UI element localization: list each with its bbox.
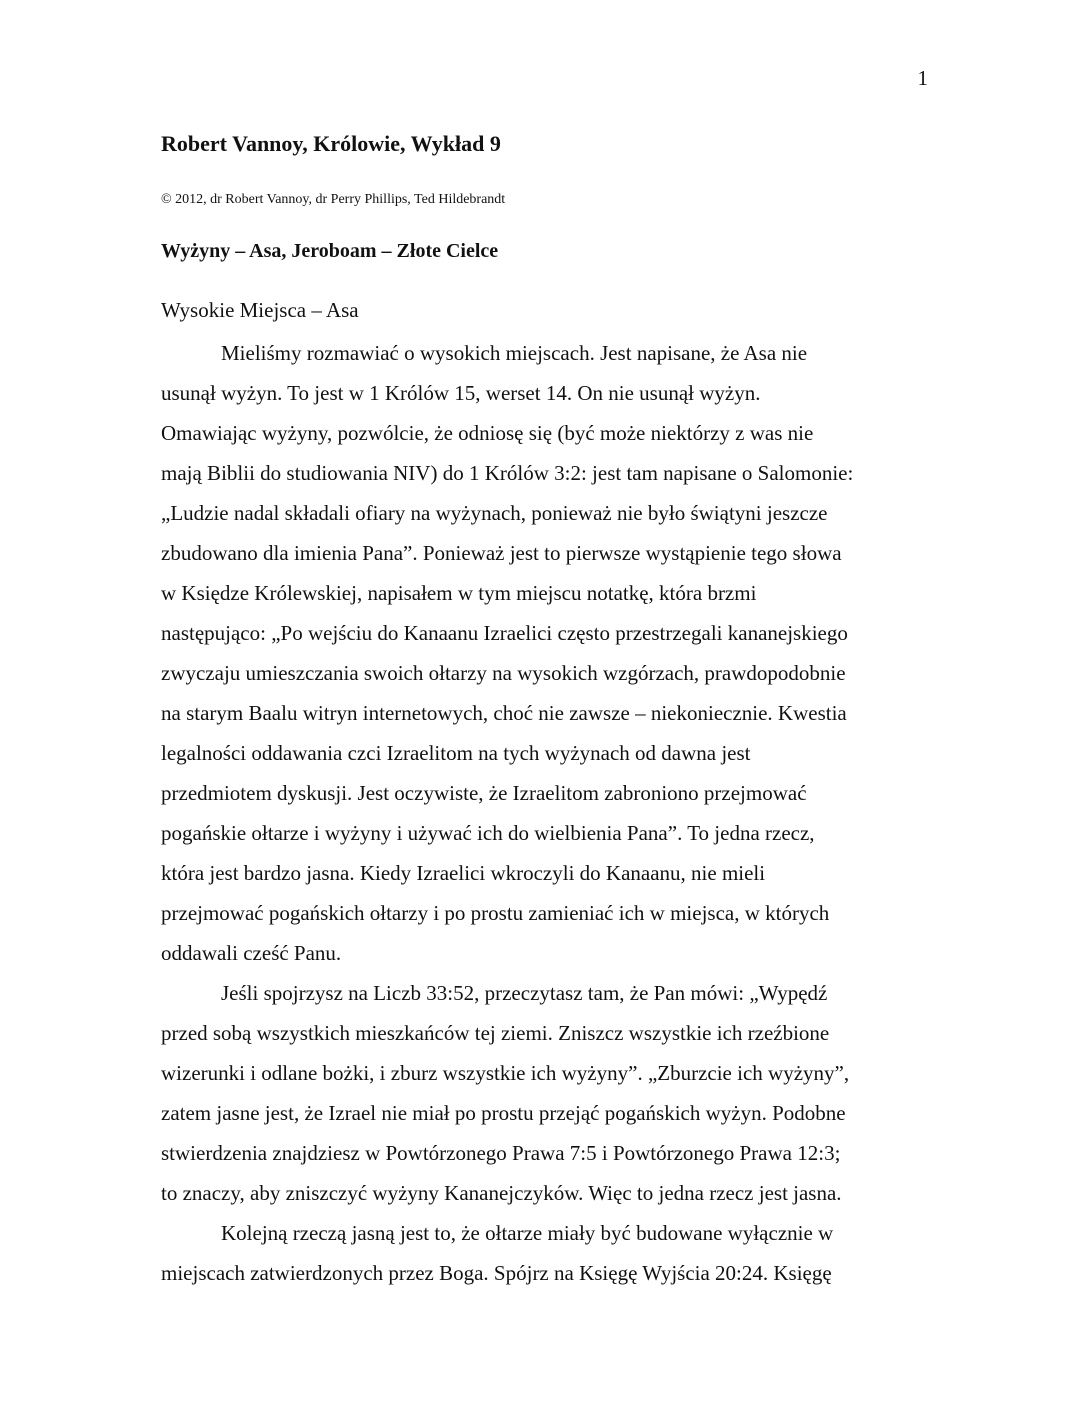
paragraph-line: Jeśli spojrzysz na Liczb 33:52, przeczytasz tam, że Pan mówi: „Wypędź	[221, 981, 828, 1005]
paragraph-line: oddawali cześć Panu.	[161, 941, 342, 965]
paragraph-line: Omawiając wyżyny, pozwólcie, że odniosę się (być może niektórzy z was nie	[161, 421, 814, 445]
paragraph-line: wizerunki i odlane bożki, i zburz wszystkie ich wyżyny”. „Zburzcie ich wyżyny”,	[161, 1061, 850, 1085]
paragraph-line: „Ludzie nadal składali ofiary na wyżynach, ponieważ nie było świątyni jeszcze	[161, 501, 828, 525]
subheading: Wysokie Miejsca – Asa	[161, 298, 359, 322]
paragraph-line: która jest bardzo jasna. Kiedy Izraelici wkroczyli do Kanaanu, nie mieli	[161, 861, 766, 885]
paragraph-line: stwierdzenia znajdziesz w Powtórzonego Prawa 7:5 i Powtórzonego Prawa 12:3;	[161, 1141, 841, 1165]
paragraph-line: usunął wyżyn. To jest w 1 Królów 15, werset 14. On nie usunął wyżyn.	[161, 381, 761, 405]
paragraph-line: Kolejną rzeczą jasną jest to, że ołtarze miały być budowane wyłącznie w	[221, 1221, 834, 1245]
paragraph-line: to znaczy, aby zniszczyć wyżyny Kananejczyków. Więc to jedna rzecz jest jasna.	[161, 1181, 842, 1205]
paragraph-line: przejmować pogańskich ołtarzy i po prostu zamieniać ich w miejsca, w których	[161, 901, 830, 925]
paragraph-line: zatem jasne jest, że Izrael nie miał po prostu przejąć pogańskich wyżyn. Podobne	[161, 1101, 846, 1125]
body-text	[161, 333, 921, 1293]
paragraph-line: w Księdze Królewskiej, napisałem w tym miejscu notatkę, która brzmi	[161, 581, 757, 605]
copyright-line: © 2012, dr Robert Vannoy, dr Perry Phillips, Ted Hildebrandt	[161, 192, 506, 207]
paragraph-line: legalności oddawania czci Izraelitom na tych wyżynach od dawna jest	[161, 741, 751, 765]
page-number: 1	[917, 66, 928, 90]
section-heading: Wyżyny – Asa, Jeroboam – Złote Cielce	[161, 240, 499, 262]
paragraph-line: przed sobą wszystkich mieszkańców tej ziemi. Zniszcz wszystkie ich rzeźbione	[161, 1021, 830, 1045]
paragraph-line: zwyczaju umieszczania swoich ołtarzy na wysokich wzgórzach, prawdopodobnie	[161, 661, 846, 685]
paragraph-line: przedmiotem dyskusji. Jest oczywiste, że Izraelitom zabroniono przejmować	[161, 781, 807, 805]
paragraph-line: miejscach zatwierdzonych przez Boga. Spójrz na Księgę Wyjścia 20:24. Księgę	[161, 1261, 832, 1285]
paragraph-line: na starym Baalu witryn internetowych, choć nie zawsze – niekoniecznie. Kwestia	[161, 701, 847, 725]
paragraph-line: pogańskie ołtarze i wyżyny i używać ich do wielbienia Pana”. To jedna rzecz,	[161, 821, 815, 845]
paragraph-line: mają Biblii do studiowania NIV) do 1 Królów 3:2: jest tam napisane o Salomonie:	[161, 461, 854, 485]
document-title: Robert Vannoy, Królowie, Wykład 9	[161, 131, 501, 156]
paragraph-line: następująco: „Po wejściu do Kanaanu Izraelici często przestrzegali kananejskiego	[161, 621, 848, 645]
paragraph-line: Mieliśmy rozmawiać o wysokich miejscach. Jest napisane, że Asa nie	[221, 341, 808, 365]
paragraph-line: zbudowano dla imienia Pana”. Ponieważ jest to pierwsze wystąpienie tego słowa	[161, 541, 842, 565]
